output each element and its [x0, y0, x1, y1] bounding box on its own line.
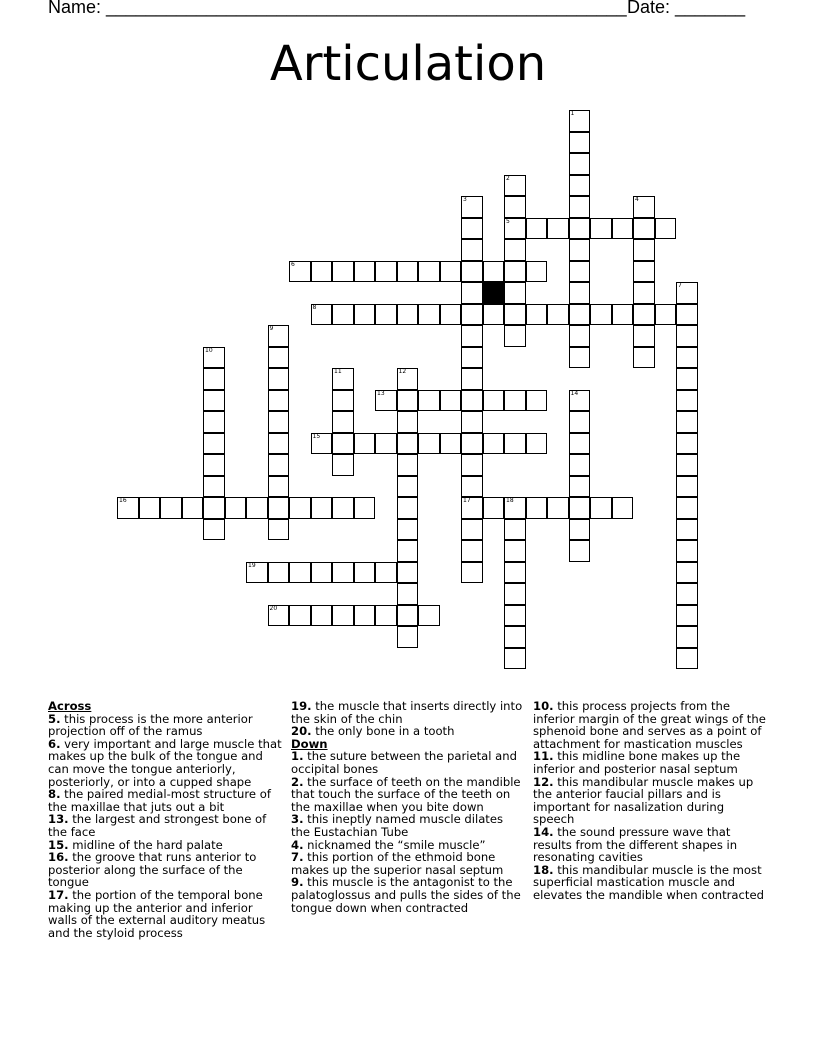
- grid-cell[interactable]: [354, 433, 376, 455]
- grid-cell[interactable]: [633, 218, 655, 240]
- grid-cell[interactable]: [332, 605, 354, 627]
- clue-text: nicknamed the “smile muscle”: [303, 837, 486, 852]
- clue-number-label: 19.: [291, 699, 312, 713]
- grid-cell[interactable]: [203, 476, 225, 498]
- grid-cell[interactable]: [676, 304, 698, 326]
- grid-cell[interactable]: [676, 476, 698, 498]
- grid-cell[interactable]: [354, 497, 376, 519]
- grid-cell[interactable]: [569, 454, 591, 476]
- clue-number: 20: [269, 604, 278, 612]
- date-field[interactable]: Date: _______: [627, 0, 746, 17]
- grid-cell[interactable]: [268, 347, 290, 369]
- grid-cell[interactable]: [461, 239, 483, 261]
- grid-cell[interactable]: [676, 454, 698, 476]
- grid-cell[interactable]: [504, 605, 526, 627]
- grid-cell[interactable]: [461, 196, 483, 218]
- clue-number: 14: [570, 389, 579, 397]
- clue-item: [291, 750, 525, 775]
- grid-cell[interactable]: [461, 476, 483, 498]
- grid-cell[interactable]: [633, 261, 655, 283]
- grid-cell[interactable]: [504, 497, 526, 519]
- grid-cell[interactable]: [569, 175, 591, 197]
- grid-cell[interactable]: [160, 497, 182, 519]
- clue-number: 6: [291, 260, 295, 268]
- grid-cell[interactable]: [569, 433, 591, 455]
- clue-number-label: 18.: [533, 862, 554, 877]
- grid-cell[interactable]: [676, 368, 698, 390]
- clue-text: this mandibular muscle is the most superficial mastication muscle and elevates the mandible when contracted: [533, 862, 764, 902]
- grid-cell[interactable]: [203, 347, 225, 369]
- grid-cell[interactable]: [633, 196, 655, 218]
- clue-number-label: 2.: [291, 774, 304, 789]
- grid-cell[interactable]: [268, 562, 290, 584]
- clue-number-label: 20.: [291, 724, 312, 739]
- grid-cell[interactable]: [268, 454, 290, 476]
- grid-cell[interactable]: [203, 411, 225, 433]
- grid-cell[interactable]: [569, 411, 591, 433]
- grid-cell[interactable]: [676, 497, 698, 519]
- grid-cell[interactable]: [676, 433, 698, 455]
- grid-cell[interactable]: [397, 261, 419, 283]
- grid-cell[interactable]: [332, 368, 354, 390]
- grid-cell[interactable]: [461, 218, 483, 240]
- grid-cell[interactable]: [526, 304, 548, 326]
- clue-number-label: 10.: [533, 699, 554, 713]
- grid-cell[interactable]: [289, 497, 311, 519]
- grid-cell[interactable]: [526, 433, 548, 455]
- grid-cell[interactable]: [375, 261, 397, 283]
- name-field[interactable]: Name: ____________________________________________________: [48, 0, 627, 17]
- clue-text: the sound pressure wave that results from the different shapes in resonating cavities: [533, 824, 738, 865]
- grid-cell[interactable]: [461, 261, 483, 283]
- clue-number: 5: [506, 217, 510, 225]
- grid-cell[interactable]: [590, 304, 612, 326]
- grid-cell[interactable]: [246, 562, 268, 584]
- grid-cell[interactable]: [590, 497, 612, 519]
- clue-number-label: 3.: [291, 812, 304, 827]
- clue-item: [291, 776, 525, 814]
- grid-cell[interactable]: [461, 304, 483, 326]
- grid-cell[interactable]: [289, 261, 311, 283]
- grid-cell[interactable]: [676, 648, 698, 670]
- grid-cell[interactable]: [461, 390, 483, 412]
- grid-cell[interactable]: [332, 497, 354, 519]
- grid-cell[interactable]: [332, 433, 354, 455]
- grid-cell[interactable]: [397, 605, 419, 627]
- grid-cell[interactable]: [332, 411, 354, 433]
- grid-cell[interactable]: [375, 433, 397, 455]
- grid-cell[interactable]: [268, 497, 290, 519]
- grid-cell[interactable]: [311, 261, 333, 283]
- grid-cell[interactable]: [397, 540, 419, 562]
- grid-cell[interactable]: [461, 347, 483, 369]
- grid-cell[interactable]: [397, 454, 419, 476]
- grid-cell[interactable]: [354, 605, 376, 627]
- clue-item: [48, 788, 284, 813]
- grid-cell[interactable]: [569, 347, 591, 369]
- grid-cell[interactable]: [354, 562, 376, 584]
- grid-cell[interactable]: [246, 497, 268, 519]
- grid-cell[interactable]: [504, 583, 526, 605]
- grid-cell[interactable]: [418, 304, 440, 326]
- clue-number: 16: [119, 497, 127, 504]
- grid-cell[interactable]: [504, 261, 526, 283]
- clue-number-label: 1.: [291, 749, 304, 764]
- grid-cell[interactable]: [440, 261, 462, 283]
- clue-item: [533, 776, 769, 826]
- clue-number: 2: [506, 174, 510, 182]
- grid-cell[interactable]: [547, 497, 569, 519]
- grid-cell[interactable]: [590, 218, 612, 240]
- clue-number: 15: [312, 432, 321, 440]
- grid-cell[interactable]: [354, 304, 376, 326]
- grid-cell[interactable]: [676, 411, 698, 433]
- grid-cell[interactable]: [461, 411, 483, 433]
- grid-cell[interactable]: [547, 304, 569, 326]
- grid-cell[interactable]: [461, 282, 483, 304]
- clue-number-label: 7.: [291, 850, 304, 865]
- clue-text: this portion of the ethmoid bone makes up the superior nasal septum: [291, 850, 504, 877]
- grid-cell[interactable]: [504, 540, 526, 562]
- grid-cell[interactable]: [203, 433, 225, 455]
- grid-cell[interactable]: [461, 454, 483, 476]
- grid-cell[interactable]: [569, 239, 591, 261]
- grid-cell[interactable]: [397, 390, 419, 412]
- grid-cell[interactable]: [397, 583, 419, 605]
- grid-cell[interactable]: [569, 390, 591, 412]
- grid-cell[interactable]: [461, 368, 483, 390]
- grid-cell[interactable]: [139, 497, 161, 519]
- grid-cell[interactable]: [483, 261, 505, 283]
- grid-cell[interactable]: [569, 497, 591, 519]
- grid-cell[interactable]: [569, 110, 591, 132]
- grid-cell[interactable]: [612, 304, 634, 326]
- clue-item: [48, 889, 284, 939]
- grid-cell[interactable]: [526, 261, 548, 283]
- clue-item: [533, 700, 769, 750]
- grid-cell[interactable]: [375, 562, 397, 584]
- grid-cell[interactable]: [569, 325, 591, 347]
- grid-cell[interactable]: [375, 390, 397, 412]
- grid-cell[interactable]: [526, 218, 548, 240]
- grid-cell[interactable]: [268, 325, 290, 347]
- clue-number: 13: [377, 389, 385, 397]
- grid-cell[interactable]: [461, 325, 483, 347]
- grid-cell[interactable]: [268, 368, 290, 390]
- grid-cell[interactable]: [375, 605, 397, 627]
- grid-cell[interactable]: [569, 304, 591, 326]
- grid-cell[interactable]: [569, 153, 591, 175]
- grid-cell[interactable]: [354, 261, 376, 283]
- grid-cell[interactable]: [633, 282, 655, 304]
- clue-item: [291, 725, 525, 738]
- grid-cell[interactable]: [203, 497, 225, 519]
- grid-cell[interactable]: [504, 325, 526, 347]
- grid-cell[interactable]: [311, 605, 333, 627]
- grid-cell[interactable]: [225, 497, 247, 519]
- clue-item: [48, 813, 284, 838]
- grid-cell[interactable]: [483, 390, 505, 412]
- grid-cell[interactable]: [289, 605, 311, 627]
- grid-cell[interactable]: [526, 390, 548, 412]
- clue-text: the paired medial-most structure of the maxillae that juts out a bit: [48, 787, 271, 814]
- grid-cell[interactable]: [332, 261, 354, 283]
- grid-cell[interactable]: [569, 218, 591, 240]
- grid-cell[interactable]: [504, 390, 526, 412]
- clue-text: the portion of the temporal bone making up the anterior and inferior walls of the external auditory meatus and the styloid process: [48, 887, 266, 940]
- grid-cell[interactable]: [612, 497, 634, 519]
- clue-number: 10: [205, 346, 213, 354]
- clue-number: 17: [463, 497, 471, 504]
- grid-cell[interactable]: [547, 218, 569, 240]
- clue-number: 12: [398, 368, 407, 375]
- grid-cell[interactable]: [375, 304, 397, 326]
- grid-cell[interactable]: [397, 497, 419, 519]
- grid-cell[interactable]: [461, 433, 483, 455]
- clue-number-label: 14.: [533, 824, 554, 839]
- page-title: Articulation: [269, 36, 547, 92]
- clue-item: [291, 700, 525, 725]
- clue-text: this process is the more anterior projection off of the ramus: [48, 711, 253, 739]
- grid-cell[interactable]: [569, 132, 591, 154]
- grid-block: [483, 282, 505, 304]
- clue-text: midline of the hard palate: [68, 837, 223, 852]
- grid-cell[interactable]: [676, 347, 698, 369]
- clue-text: the muscle that inserts directly into the skin of the chin: [291, 699, 523, 726]
- grid-cell[interactable]: [418, 261, 440, 283]
- grid-cell[interactable]: [268, 433, 290, 455]
- grid-cell[interactable]: [397, 476, 419, 498]
- grid-cell[interactable]: [504, 196, 526, 218]
- grid-cell[interactable]: [397, 519, 419, 541]
- grid-cell[interactable]: [569, 261, 591, 283]
- clue-item: [533, 864, 769, 902]
- grid-cell[interactable]: [418, 433, 440, 455]
- clue-number-label: 12.: [533, 774, 554, 789]
- grid-cell[interactable]: [203, 519, 225, 541]
- grid-cell[interactable]: [504, 175, 526, 197]
- grid-cell[interactable]: [268, 411, 290, 433]
- clue-item: [291, 813, 525, 838]
- grid-cell[interactable]: [289, 562, 311, 584]
- clue-text: this muscle is the antagonist to the palatoglossus and pulls the sides of the tongue down when contracted: [291, 875, 521, 915]
- clue-item: [48, 851, 284, 889]
- clue-text: this midline bone makes up the inferior and posterior nasal septum: [533, 749, 741, 776]
- clue-section-heading: Across: [48, 699, 92, 713]
- grid-cell[interactable]: [117, 497, 139, 519]
- grid-cell[interactable]: [676, 540, 698, 562]
- clue-item: [291, 876, 525, 914]
- grid-cell[interactable]: [655, 304, 677, 326]
- grid-cell[interactable]: [676, 583, 698, 605]
- clue-number: 3: [463, 196, 467, 203]
- grid-cell[interactable]: [504, 562, 526, 584]
- grid-cell[interactable]: [418, 390, 440, 412]
- grid-cell[interactable]: [504, 218, 526, 240]
- clue-text: the surface of teeth on the mandible that touch the surface of the teeth on the maxillae when you bite down: [291, 774, 521, 814]
- grid-cell[interactable]: [332, 562, 354, 584]
- grid-cell[interactable]: [203, 368, 225, 390]
- clue-number: 18: [506, 497, 514, 504]
- grid-cell[interactable]: [440, 433, 462, 455]
- grid-cell[interactable]: [311, 304, 333, 326]
- grid-cell[interactable]: [268, 476, 290, 498]
- grid-cell[interactable]: [504, 239, 526, 261]
- grid-cell[interactable]: [483, 304, 505, 326]
- grid-cell[interactable]: [504, 648, 526, 670]
- clue-number-label: 5.: [48, 711, 61, 726]
- grid-cell[interactable]: [440, 304, 462, 326]
- clue-item: [48, 713, 284, 738]
- grid-cell[interactable]: [655, 218, 677, 240]
- clue-number: 7: [678, 282, 682, 289]
- clue-number: 4: [635, 196, 639, 203]
- clue-section-heading: Down: [291, 736, 328, 751]
- clue-number: 1: [570, 110, 575, 117]
- grid-cell[interactable]: [569, 282, 591, 304]
- clue-number-label: 15.: [48, 837, 69, 852]
- grid-cell[interactable]: [397, 626, 419, 648]
- grid-cell[interactable]: [526, 497, 548, 519]
- grid-cell[interactable]: [504, 519, 526, 541]
- grid-cell[interactable]: [268, 390, 290, 412]
- clue-item: [533, 826, 769, 864]
- grid-cell[interactable]: [676, 626, 698, 648]
- clue-number: 9: [269, 325, 274, 332]
- grid-cell[interactable]: [676, 325, 698, 347]
- grid-cell[interactable]: [676, 390, 698, 412]
- grid-cell[interactable]: [504, 304, 526, 326]
- grid-cell[interactable]: [483, 497, 505, 519]
- clue-item: [291, 851, 525, 876]
- grid-cell[interactable]: [461, 562, 483, 584]
- clue-text: this mandibular muscle makes up the anterior faucial pillars and is important for nasalization during speech: [533, 774, 754, 827]
- clue-column-2: [291, 700, 525, 914]
- grid-cell[interactable]: [612, 218, 634, 240]
- grid-cell[interactable]: [483, 433, 505, 455]
- clue-number-label: 16.: [48, 850, 69, 865]
- grid-cell[interactable]: [182, 497, 204, 519]
- clue-number-label: 8.: [48, 787, 61, 802]
- clue-text: very important and large muscle that makes up the bulk of the tongue and can move the tongue anteriorly, posteriorly, or into a cupped shape: [48, 736, 282, 789]
- grid-cell[interactable]: [332, 390, 354, 412]
- grid-cell[interactable]: [311, 433, 333, 455]
- grid-cell[interactable]: [676, 605, 698, 627]
- grid-cell[interactable]: [418, 605, 440, 627]
- clue-column-3: [533, 700, 769, 902]
- grid-cell[interactable]: [311, 497, 333, 519]
- clue-item: [48, 738, 284, 788]
- clue-text: the largest and strongest bone of the face: [48, 812, 267, 839]
- clue-number-label: 9.: [291, 875, 304, 890]
- clue-number-label: 13.: [48, 812, 69, 827]
- grid-cell[interactable]: [504, 282, 526, 304]
- grid-cell[interactable]: [569, 540, 591, 562]
- clue-number-label: 11.: [533, 749, 554, 764]
- clue-item: [533, 750, 769, 775]
- grid-cell[interactable]: [504, 433, 526, 455]
- grid-cell[interactable]: [676, 282, 698, 304]
- grid-cell[interactable]: [633, 325, 655, 347]
- grid-cell[interactable]: [569, 476, 591, 498]
- grid-cell[interactable]: [633, 304, 655, 326]
- grid-cell[interactable]: [633, 347, 655, 369]
- grid-cell[interactable]: [461, 519, 483, 541]
- clue-text: the only bone in a tooth: [311, 724, 455, 739]
- clue-number: 8: [312, 303, 317, 311]
- grid-cell[interactable]: [332, 454, 354, 476]
- grid-cell[interactable]: [676, 519, 698, 541]
- grid-cell[interactable]: [397, 304, 419, 326]
- grid-cell[interactable]: [311, 562, 333, 584]
- grid-cell[interactable]: [440, 390, 462, 412]
- clue-number: 19: [248, 561, 256, 569]
- grid-cell[interactable]: [397, 411, 419, 433]
- clue-number: 11: [334, 368, 342, 375]
- grid-cell[interactable]: [461, 540, 483, 562]
- grid-cell[interactable]: [203, 454, 225, 476]
- clue-column-1: [48, 700, 284, 939]
- grid-cell[interactable]: [569, 196, 591, 218]
- grid-cell[interactable]: [461, 497, 483, 519]
- grid-cell[interactable]: [397, 368, 419, 390]
- grid-cell[interactable]: [397, 562, 419, 584]
- clue-number-label: 4.: [291, 837, 304, 852]
- grid-cell[interactable]: [268, 605, 290, 627]
- clue-text: the suture between the parietal and occipital bones: [291, 749, 517, 776]
- clue-text: this process projects from the inferior margin of the great wings of the sphenoid bone and serves as a point of attachment for mastication muscles: [533, 699, 766, 751]
- grid-cell[interactable]: [676, 562, 698, 584]
- grid-cell[interactable]: [633, 239, 655, 261]
- clue-text: this ineptly named muscle dilates the Eustachian Tube: [291, 812, 504, 839]
- grid-cell[interactable]: [268, 519, 290, 541]
- grid-cell[interactable]: [332, 304, 354, 326]
- grid-cell[interactable]: [504, 626, 526, 648]
- grid-cell[interactable]: [569, 519, 591, 541]
- grid-cell[interactable]: [397, 433, 419, 455]
- clue-text: the groove that runs anterior to posterior along the surface of the tongue: [48, 850, 257, 890]
- grid-cell[interactable]: [203, 390, 225, 412]
- clue-number-label: 17.: [48, 887, 69, 902]
- clue-number-label: 6.: [48, 736, 61, 751]
